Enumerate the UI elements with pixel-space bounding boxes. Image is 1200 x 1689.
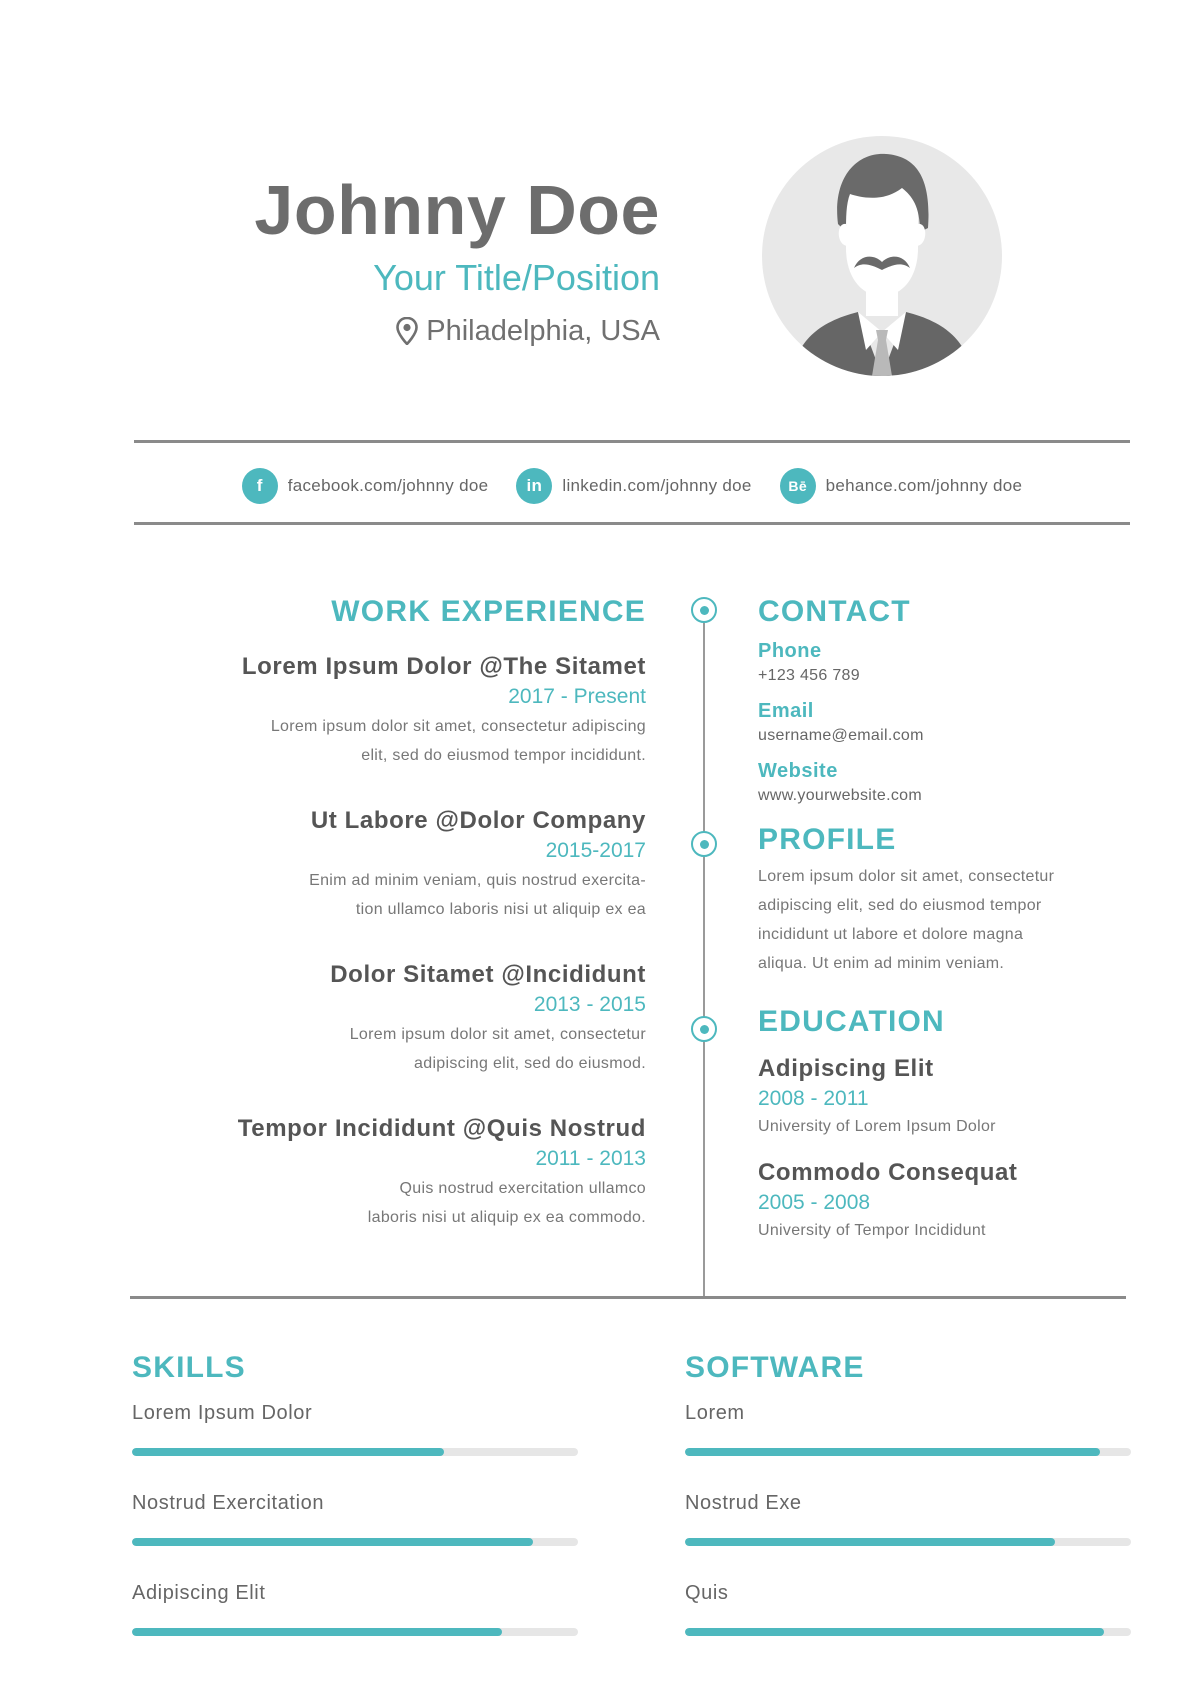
- job-description: Quis nostrud exercitation ullamco: [399, 1180, 646, 1197]
- skill-bar-track: [132, 1448, 578, 1456]
- social-link-facebook[interactable]: [242, 468, 489, 504]
- job-description: Lorem ipsum dolor sit amet, consectetur adipiscing: [270, 718, 646, 735]
- job-date: 2013 - 2015: [533, 993, 646, 1016]
- job-entry: [130, 1114, 646, 1232]
- software-item: [685, 1400, 1131, 1456]
- skill-bar-track: [132, 1628, 578, 1636]
- timeline-dot: [691, 1016, 717, 1042]
- software-label: Nostrud Exe: [685, 1492, 802, 1514]
- contact-label: Phone: [758, 640, 822, 662]
- profile-line: adipiscing elit, sed do eiusmod tempor: [758, 897, 1042, 914]
- education-title: Commodo Consequat: [758, 1159, 1018, 1186]
- timeline-dot: [691, 597, 717, 623]
- divider: [134, 522, 1130, 525]
- skill-bar-fill: [132, 1448, 444, 1456]
- contact-phone: +123 456 789: [758, 667, 860, 684]
- timeline-dot: [691, 831, 717, 857]
- social-link-text: facebook.com/johnny doe: [287, 476, 489, 495]
- location-pin-icon: [396, 317, 418, 345]
- skill-item: [132, 1490, 578, 1546]
- contact-email[interactable]: username@email.com: [758, 727, 924, 744]
- education-school: University of Tempor Incididunt: [758, 1222, 986, 1239]
- software-label: Lorem: [685, 1402, 745, 1424]
- divider: [134, 440, 1130, 443]
- job-title: Dolor Sitamet @Incididunt: [330, 961, 646, 988]
- skill-bar-fill: [132, 1538, 533, 1546]
- contact-label: Website: [758, 760, 838, 782]
- job-title: Lorem Ipsum Dolor @The Sitamet: [241, 653, 646, 680]
- skill-item: [132, 1580, 578, 1636]
- avatar-illustration-icon: [762, 136, 1002, 376]
- skill-label: Adipiscing Elit: [132, 1582, 266, 1604]
- social-link-text: behance.com/johnny doe: [825, 476, 1023, 495]
- software-section: [685, 1350, 1131, 1670]
- job-description: tion ullamco laboris nisi ut aliquip ex ea: [355, 901, 646, 918]
- timeline-line: [703, 611, 705, 1299]
- job-description: laboris nisi ut aliquip ex ea commodo.: [367, 1209, 646, 1226]
- social-link-behance[interactable]: [780, 468, 1023, 504]
- contact-section: [758, 594, 1138, 808]
- education-entry: [758, 1054, 1138, 1140]
- social-link-text: linkedin.com/johnny doe: [562, 476, 752, 495]
- education-title: Adipiscing Elit: [758, 1055, 934, 1082]
- facebook-icon: f: [242, 468, 278, 504]
- software-item: [685, 1490, 1131, 1546]
- section-heading: SKILLS: [132, 1351, 246, 1384]
- software-label: Quis: [685, 1582, 729, 1604]
- avatar: [762, 136, 1002, 376]
- job-description: adipiscing elit, sed do eiusmod.: [414, 1055, 646, 1072]
- right-column: [758, 594, 1138, 1244]
- software-bar-track: [685, 1538, 1131, 1546]
- resume-location: [180, 313, 660, 349]
- software-bar-fill: [685, 1628, 1104, 1636]
- skill-item: [132, 1400, 578, 1456]
- job-entry: [130, 806, 646, 924]
- software-bar-track: [685, 1448, 1131, 1456]
- location-text: Philadelphia, USA: [426, 315, 660, 347]
- job-description: Enim ad minim veniam, quis nostrud exercita-: [309, 872, 646, 889]
- skill-label: Nostrud Exercitation: [132, 1492, 325, 1514]
- profile-section: [758, 822, 1138, 978]
- profile-text: [758, 862, 1138, 978]
- education-section: [758, 1004, 1138, 1244]
- behance-icon: Bē: [780, 468, 816, 504]
- job-description: elit, sed do eiusmod tempor incididunt.: [361, 747, 646, 764]
- section-heading: WORK EXPERIENCE: [331, 595, 646, 628]
- contact-website[interactable]: www.yourwebsite.com: [758, 787, 922, 804]
- education-entry: [758, 1158, 1138, 1244]
- section-heading: EDUCATION: [758, 1005, 945, 1038]
- social-links-bar: [134, 466, 1130, 506]
- software-bar-fill: [685, 1538, 1055, 1546]
- job-title: Ut Labore @Dolor Company: [310, 807, 646, 834]
- job-description: Lorem ipsum dolor sit amet, consectetur: [349, 1026, 646, 1043]
- software-bar-fill: [685, 1448, 1100, 1456]
- job-date: 2015-2017: [545, 839, 646, 862]
- job-date: 2017 - Present: [508, 685, 646, 708]
- software-bar-track: [685, 1628, 1131, 1636]
- profile-line: incididunt ut labore et dolore magna: [758, 926, 1024, 943]
- section-heading: PROFILE: [758, 823, 897, 856]
- job-title: Tempor Incididunt @Quis Nostrud: [237, 1115, 646, 1142]
- skill-label: Lorem Ipsum Dolor: [132, 1402, 313, 1424]
- education-date: 2005 - 2008: [758, 1191, 871, 1214]
- skills-section: [132, 1350, 578, 1670]
- skill-bar-fill: [132, 1628, 502, 1636]
- skill-bar-track: [132, 1538, 578, 1546]
- work-experience-section: [130, 594, 646, 1268]
- linkedin-icon: in: [516, 468, 552, 504]
- divider: [130, 1296, 1126, 1299]
- section-heading: CONTACT: [758, 595, 911, 628]
- education-date: 2008 - 2011: [758, 1087, 869, 1110]
- job-entry: [130, 960, 646, 1078]
- contact-label: Email: [758, 700, 814, 722]
- profile-line: Lorem ipsum dolor sit amet, consectetur: [758, 868, 1055, 885]
- job-entry: [130, 652, 646, 770]
- social-link-linkedin[interactable]: [516, 468, 751, 504]
- education-school: University of Lorem Ipsum Dolor: [758, 1118, 996, 1135]
- profile-line: aliqua. Ut enim ad minim veniam.: [758, 955, 1005, 972]
- software-item: [685, 1580, 1131, 1636]
- job-date: 2011 - 2013: [535, 1147, 646, 1170]
- resume-name: Johnny Doe: [254, 171, 660, 249]
- section-heading: SOFTWARE: [685, 1351, 865, 1384]
- resume-title: Your Title/Position: [373, 257, 660, 298]
